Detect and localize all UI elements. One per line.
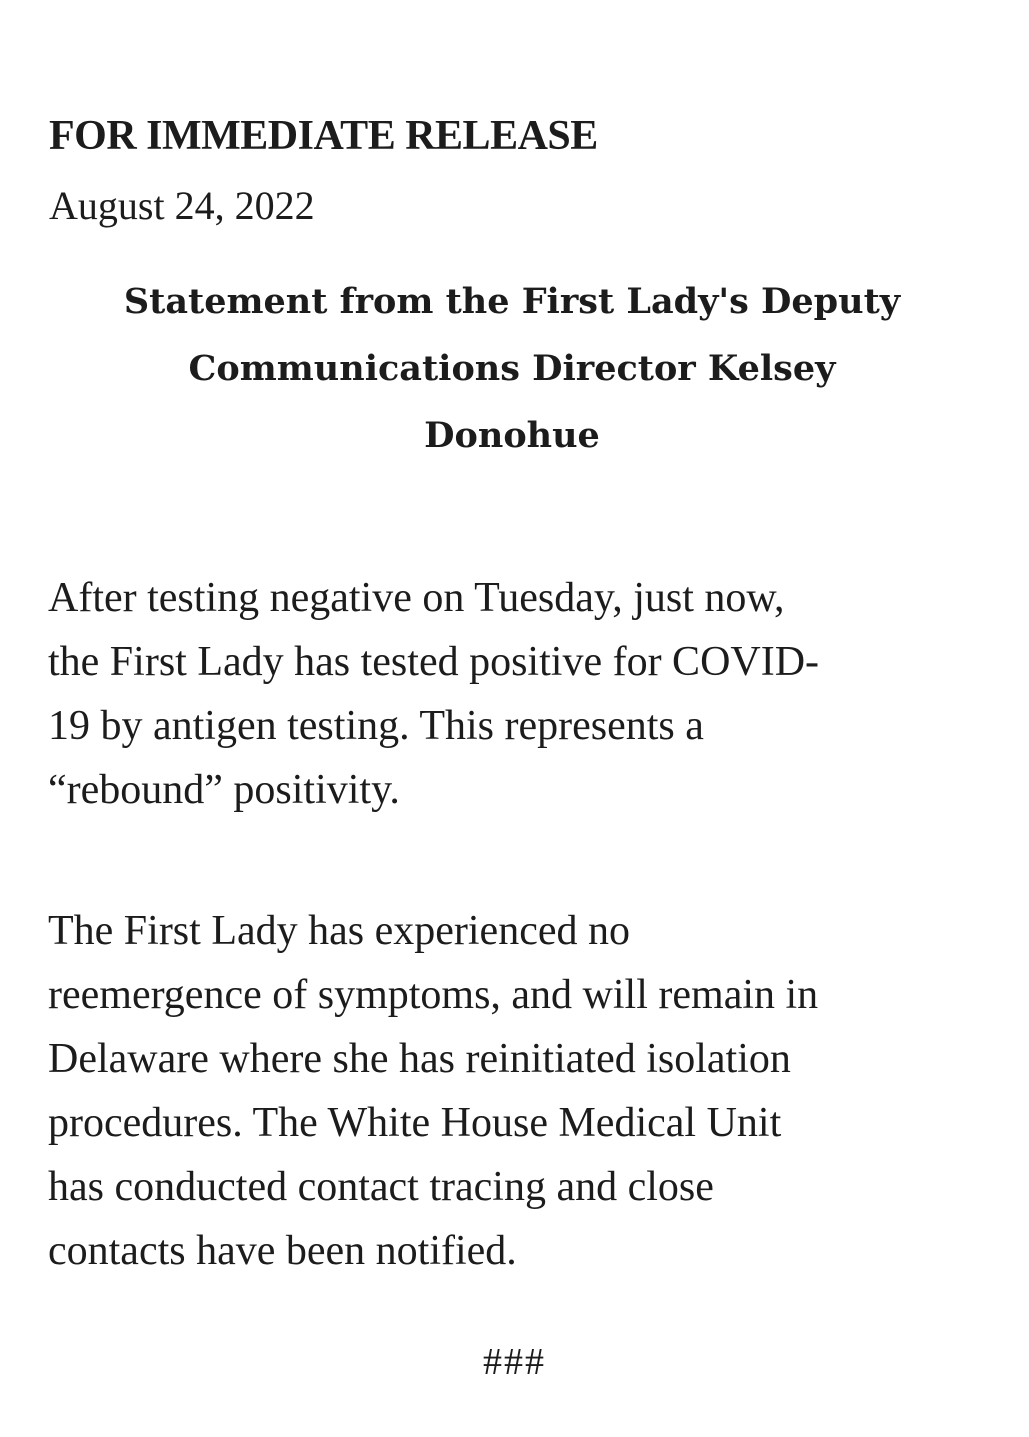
paragraph-line: has conducted contact tracing and close <box>48 1164 714 1210</box>
headline-line: Donohue <box>424 415 600 456</box>
statement-headline <box>30 268 994 469</box>
paragraph-line: procedures. The White House Medical Unit <box>48 1100 782 1146</box>
paragraph-line: the First Lady has tested positive for COVID- <box>48 639 820 685</box>
headline-line: Statement from the First Lady's Deputy <box>123 281 901 322</box>
release-label: FOR IMMEDIATE RELEASE <box>49 113 598 159</box>
end-of-release-mark: ### <box>483 1341 546 1383</box>
paragraph-line: “rebound” positivity. <box>48 767 400 813</box>
paragraph-line: reemergence of symptoms, and will remain in <box>48 972 819 1018</box>
release-date: August 24, 2022 <box>49 183 315 228</box>
headline-line: Communications Director Kelsey <box>188 348 836 389</box>
paragraph-line: 19 by antigen testing. This represents a <box>48 703 704 749</box>
paragraph-line: Delaware where she has reinitiated isolation <box>48 1036 791 1082</box>
paragraph-line: The First Lady has experienced no <box>48 908 630 954</box>
paragraph-line: After testing negative on Tuesday, just now, <box>48 575 785 621</box>
paragraph-line: contacts have been notified. <box>48 1228 517 1274</box>
body-paragraph-1 <box>48 566 819 822</box>
body-paragraph-2 <box>48 899 818 1283</box>
